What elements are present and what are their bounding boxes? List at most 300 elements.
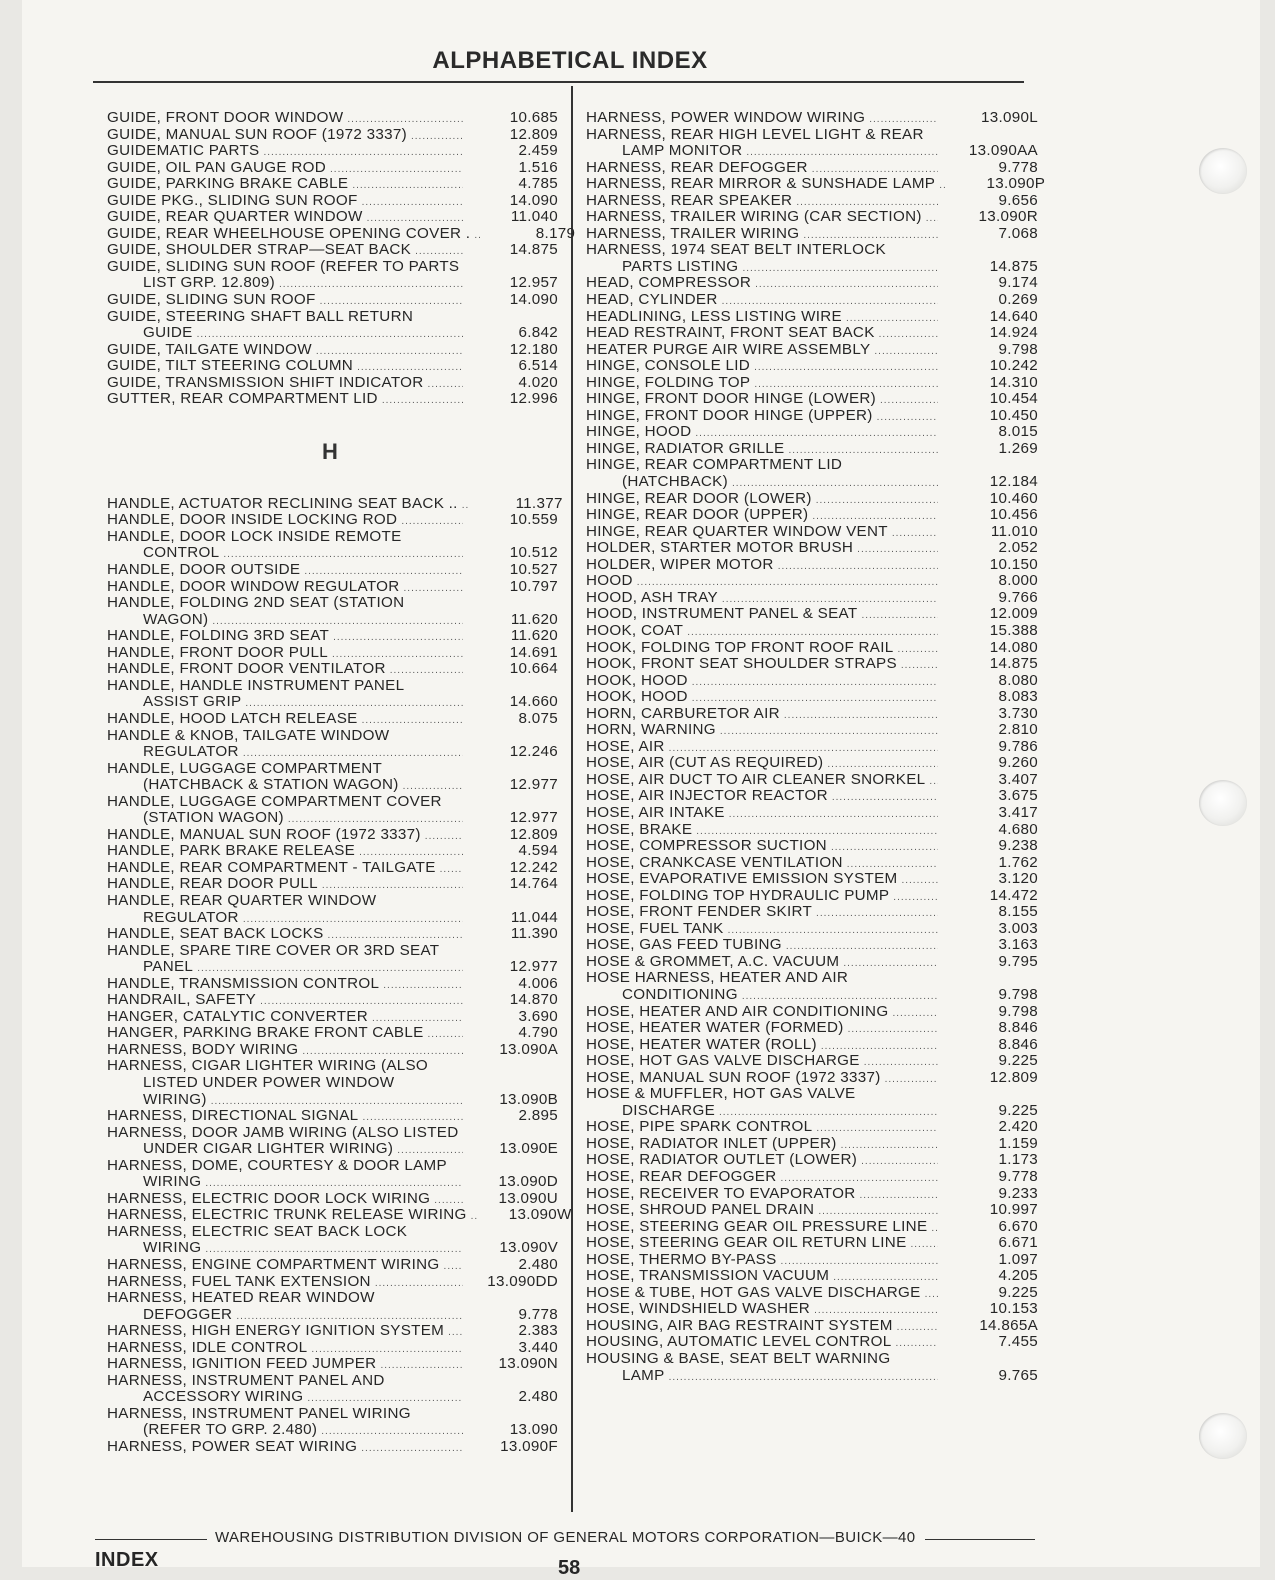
index-entry [586,1268,1038,1285]
group-number: 9.766 [998,588,1038,606]
group-number: 9.778 [998,158,1038,176]
group-number: 13.090R [978,208,1038,226]
entry-continuation-line [586,259,1038,276]
entry-line [107,628,558,645]
dot-leader [874,344,938,361]
index-entry [107,110,558,127]
entry-continuation-line [107,910,558,927]
entry-line [586,358,1038,375]
index-entry [586,673,1038,690]
entry-line [107,529,558,546]
entry-continuation-line [107,1307,558,1324]
group-number: 4.785 [518,175,558,193]
dot-leader [859,1188,938,1205]
index-entry [107,292,558,309]
index-entry [586,921,1038,938]
group-number: 14.875 [509,241,558,259]
entry-line [586,292,1038,309]
index-entry [107,242,558,259]
dot-leader [861,608,938,625]
entry-name: HANDLE, REAR DOOR PULL [107,875,318,893]
index-entry [586,937,1038,954]
entry-name: HANDLE, SPARE TIRE COVER OR 3RD SEAT [107,941,440,959]
entry-name: HANDLE, ACTUATOR RECLINING SEAT BACK .. [107,494,458,512]
entry-line [586,242,1038,259]
entry-continuation-line [107,1240,558,1257]
index-entry [586,1285,1038,1302]
group-number: 13.090N [498,1355,558,1373]
index-entry [107,143,558,160]
index-entry [586,557,1038,574]
entry-name: PARTS LISTING [622,257,739,275]
dot-leader [742,261,938,278]
index-entry [586,706,1038,723]
index-entry [586,755,1038,772]
index-entry [107,1158,558,1191]
entry-line [107,259,558,276]
punch-hole-bottom [1199,1413,1247,1459]
entry-line [107,943,558,960]
index-entry [586,127,1038,160]
group-number: 2.383 [518,1322,558,1340]
group-number: 11.620 [510,627,558,645]
dot-leader [428,377,463,394]
entry-name: LIST GRP. 12.809) [143,274,276,292]
index-entry [107,1125,558,1158]
entry-line [586,573,1038,590]
entry-line [107,843,558,860]
dot-leader [411,129,463,146]
group-number: 12.180 [509,340,558,358]
entry-name: HOSE, RADIATOR INLET (UPPER) [586,1134,837,1152]
index-entry [586,242,1038,275]
dot-leader [333,630,463,647]
entry-name: HARNESS, ELECTRIC TRUNK RELEASE WIRING [107,1206,467,1224]
group-number: 11.620 [510,610,558,628]
entry-name: HANDLE, DOOR LOCK INSIDE REMOTE [107,527,402,545]
entry-continuation-line [586,1368,1038,1385]
entry-line [107,1191,558,1208]
index-entry [586,226,1038,243]
group-number: 10.242 [989,357,1038,375]
entry-line [586,623,1038,640]
group-number: 11.040 [510,208,558,226]
entry-name: HOSE, STEERING GEAR OIL PRESSURE LINE [586,1217,928,1235]
entry-name: HORN, CARBURETOR AIR [586,704,780,722]
entry-line [107,761,558,778]
index-entry [586,457,1038,490]
group-number: 0.269 [998,291,1038,309]
index-entry [107,976,558,993]
entry-line [586,606,1038,623]
entry-line [107,711,558,728]
dot-leader [404,581,463,598]
entry-line [586,805,1038,822]
group-number: 10.150 [989,555,1038,573]
entry-name: HANDLE, HOOD LATCH RELEASE [107,709,358,727]
entry-line [107,209,558,226]
group-number: 9.260 [998,754,1038,772]
index-entry [586,573,1038,590]
entry-name: GUIDE, PARKING BRAKE CABLE [107,175,349,193]
entry-line [107,1108,558,1125]
group-number: 9.786 [998,737,1038,755]
group-number: 4.680 [998,820,1038,838]
entry-name: HARNESS, INSTRUMENT PANEL WIRING [107,1404,411,1422]
group-number: 6.514 [518,357,558,375]
entry-name: HOOK, HOOD [586,688,688,706]
group-number: 8.000 [998,572,1038,590]
index-entry [586,1020,1038,1037]
group-number: 8.179 [535,224,576,242]
entry-name: (STATION WAGON) [143,809,284,827]
entry-name: HOLDER, STARTER MOTOR BRUSH [586,539,854,557]
index-entry [586,739,1038,756]
group-number: 12.977 [509,809,558,827]
index-entry [586,1152,1038,1169]
entry-line [586,391,1038,408]
entry-line [107,1042,558,1059]
group-number: 12.977 [509,776,558,794]
entry-line [107,391,558,408]
entry-continuation-line [107,1075,558,1092]
dot-leader [892,1006,938,1023]
group-number: 14.875 [989,257,1038,275]
entry-name: LAMP MONITOR [622,142,743,160]
dot-leader [929,774,938,791]
index-entry [586,1004,1038,1021]
entry-line [586,193,1038,210]
entry-name: HARNESS, POWER WINDOW WIRING [586,109,866,126]
entry-line [586,1070,1038,1087]
dot-leader [444,1259,463,1276]
entry-name: LISTED UNDER POWER WINDOW [143,1073,395,1091]
index-entry [586,1351,1038,1384]
group-number: 4.006 [518,974,558,992]
index-entry [107,209,558,226]
entry-name: GUIDE, TAILGATE WINDOW [107,340,312,358]
entry-name: HOSE, AIR INJECTOR REACTOR [586,787,828,805]
entry-line [107,1058,558,1075]
entry-name: HANGER, PARKING BRAKE FRONT CABLE [107,1024,424,1042]
index-entry [107,860,558,877]
entry-line [586,408,1038,425]
entry-name: HOUSING & BASE, SEAT BELT WARNING [586,1350,891,1368]
group-number: 14.660 [509,693,558,711]
index-entry [586,805,1038,822]
entry-line [586,1301,1038,1318]
group-number: 11.044 [510,908,558,926]
entry-line [107,1257,558,1274]
entry-name: HANDRAIL, SAFETY [107,991,257,1009]
index-entry [107,1439,558,1456]
entry-name: CONTROL [143,544,220,562]
entry-name: HARNESS, REAR DEFOGGER [586,158,808,176]
group-number: 12.957 [509,274,558,292]
entry-name: GUIDE, REAR QUARTER WINDOW [107,208,363,226]
entry-name: HOSE, FUEL TANK [586,919,724,937]
entry-name: HOOD [586,572,633,590]
entry-line [586,1086,1038,1103]
group-number: 9.225 [998,1101,1038,1119]
index-entry [586,855,1038,872]
index-entry [107,1257,558,1274]
entry-line [586,1235,1038,1252]
entry-name: HOSE, RECEIVER TO EVAPORATOR [586,1184,856,1202]
entry-continuation-line [107,1092,558,1109]
index-entry [107,342,558,359]
index-entry [586,375,1038,392]
entry-line [586,1285,1038,1302]
group-number: 2.480 [518,1256,558,1273]
dot-leader [754,360,938,377]
entry-name: HANDLE, DOOR INSIDE LOCKING ROD [107,511,398,529]
entry-name: (HATCHBACK) [622,473,728,491]
entry-continuation-line [586,1103,1038,1120]
entry-name: HARNESS, BODY WIRING [107,1040,299,1058]
entry-continuation-line [107,1389,558,1406]
entry-name: HARNESS, REAR HIGH LEVEL LIGHT & REAR [586,125,924,143]
entry-name: WIRING [143,1239,202,1257]
dot-leader [755,277,938,294]
entry-name: HANDLE, REAR QUARTER WINDOW [107,891,377,909]
index-entry [107,943,558,976]
entry-name: CONDITIONING [622,985,738,1003]
dot-leader [848,1022,938,1039]
entry-name: HOOK, FRONT SEAT SHOULDER STRAPS [586,655,897,673]
index-entry [586,606,1038,623]
entry-name: HOUSING, AIR BAG RESTRAINT SYSTEM [586,1316,893,1334]
index-entry [107,728,558,761]
group-number: 14.310 [989,373,1038,391]
dot-leader [926,211,938,228]
entry-name: HOSE & GROMMET, A.C. VACUUM [586,952,840,970]
dot-leader [448,1325,463,1342]
index-entry [586,954,1038,971]
group-number: 8.846 [998,1019,1038,1037]
entry-continuation-line [107,325,558,342]
entry-name: HARNESS, 1974 SEAT BELT INTERLOCK [586,241,886,259]
entry-line [586,209,1038,226]
dot-leader [901,658,938,675]
group-number: 9.656 [998,191,1038,209]
section-heading: H [322,438,338,464]
group-number: 3.407 [998,770,1038,788]
group-number: 4.020 [518,373,558,391]
entry-name: HARNESS, ENGINE COMPARTMENT WIRING [107,1256,440,1273]
entry-name: HANDLE, LUGGAGE COMPARTMENT COVER [107,792,442,810]
entry-name: HANDLE, REAR COMPARTMENT - TAILGATE [107,858,436,876]
group-number: 12.184 [989,473,1038,491]
dot-leader [778,559,938,576]
index-entry [586,1136,1038,1153]
index-entry [586,590,1038,607]
group-number: 9.238 [998,837,1038,855]
group-number: 9.765 [998,1366,1038,1384]
index-entry [586,1252,1038,1269]
dot-leader [843,956,938,973]
entry-name: HINGE, REAR QUARTER WINDOW VENT [586,522,888,540]
entry-line [586,1334,1038,1351]
index-entry [107,628,558,645]
entry-line [107,1439,558,1456]
index-entry [107,309,558,342]
group-number: 10.454 [989,390,1038,408]
entry-line [107,827,558,844]
index-entry [586,441,1038,458]
group-number: 8.075 [518,709,558,727]
entry-line [586,1152,1038,1169]
page-number: 58 [558,1557,581,1579]
entry-name: HEAD RESTRAINT, FRONT SEAT BACK [586,324,875,342]
entry-name: DEFOGGER [143,1305,233,1323]
entry-name: ASSIST GRIP [143,693,242,711]
entry-line [586,1351,1038,1368]
index-entry [586,871,1038,888]
entry-continuation-line [107,1174,558,1191]
entry-line [107,110,558,127]
entry-name: HANDLE, DOOR OUTSIDE [107,561,301,579]
entry-line [586,441,1038,458]
entry-name: GUIDE, TRANSMISSION SHIFT INDICATOR [107,373,424,391]
footer-rule-right [925,1539,1035,1540]
index-entry [107,711,558,728]
entry-name: HOLDER, WIPER MOTOR [586,555,774,573]
group-number: 11.390 [510,925,558,943]
entry-name: HOSE, GAS FEED TUBING [586,936,782,954]
entry-line [107,375,558,392]
group-number: 8.080 [998,671,1038,689]
entry-line [107,127,558,144]
index-entry [586,193,1038,210]
entry-name: HOSE, HOT GAS VALVE DISCHARGE [586,1052,860,1070]
footer-section-label: INDEX [95,1549,159,1571]
group-number: 9.233 [998,1184,1038,1202]
index-entry [586,888,1038,905]
dot-leader [784,708,938,725]
dot-leader [816,906,938,923]
group-number: 12.977 [509,958,558,976]
entry-name: HANDLE, FOLDING 2ND SEAT (STATION [107,594,405,612]
entry-line [586,788,1038,805]
index-entry [107,1406,558,1439]
index-column-left [107,109,576,1456]
entry-line [107,494,563,513]
index-entry [107,494,563,513]
index-entry [107,661,558,678]
entry-line [586,590,1038,607]
entry-continuation-line [586,987,1038,1004]
dot-leader [352,178,463,195]
group-number: 1.173 [998,1151,1038,1169]
entry-line [586,375,1038,392]
entry-name: HANGER, CATALYTIC CONVERTER [107,1007,368,1025]
entry-name: HANDLE, HANDLE INSTRUMENT PANEL [107,676,405,694]
group-number: 4.205 [998,1267,1038,1285]
group-number: 9.778 [998,1168,1038,1185]
entry-line [107,595,558,612]
index-entry [107,1340,558,1357]
index-entry [107,843,558,860]
index-entry [107,1290,558,1323]
entry-name: HARNESS, INSTRUMENT PANEL AND [107,1371,385,1389]
group-number: 10.153 [989,1300,1038,1318]
index-entry [586,772,1038,789]
entry-line [107,794,558,811]
group-number: 2.480 [518,1388,558,1406]
entry-name: GUIDE, STEERING SHAFT BALL RETURN [107,307,414,325]
entry-name: HINGE, FRONT DOOR HINGE (UPPER) [586,406,873,424]
entry-line [586,1004,1038,1021]
entry-name: HANDLE & KNOB, TAILGATE WINDOW [107,726,390,744]
index-entry [586,540,1038,557]
entry-line [586,175,1046,193]
entry-line [586,1268,1038,1285]
index-entry [586,358,1038,375]
entry-name: HINGE, FOLDING TOP [586,373,751,391]
dot-leader [880,393,938,410]
group-number: 6.671 [998,1234,1038,1252]
entry-name: HARNESS, FUEL TANK EXTENSION [107,1272,371,1290]
group-number: 13.090E [499,1140,558,1158]
entry-line [107,1274,558,1291]
index-entry [107,562,558,579]
entry-name: HANDLE, TRANSMISSION CONTROL [107,974,380,992]
group-number: 9.798 [998,985,1038,1003]
entry-name: HARNESS, ELECTRIC SEAT BACK LOCK [107,1222,408,1240]
entry-line [107,143,558,160]
index-entry [107,1356,558,1373]
index-entry [107,761,558,794]
group-number: 2.052 [998,539,1038,557]
entry-line [586,689,1038,706]
index-entry [586,656,1038,673]
index-entry [107,160,558,177]
index-entry [107,127,558,144]
entry-continuation-line [107,744,558,761]
entry-line [107,1406,558,1423]
entry-name: REGULATOR [143,908,239,926]
group-number: 4.790 [518,1024,558,1042]
entry-name: GUIDE, REAR WHEELHOUSE OPENING COVER . [107,224,471,242]
index-entry [107,1224,558,1257]
index-column-right [586,109,1046,1384]
group-number: 1.762 [998,853,1038,871]
entry-name: HARNESS, DOOR JAMB WIRING (ALSO LISTED [107,1123,459,1141]
entry-line [586,1037,1038,1054]
entry-line [107,926,558,943]
entry-line [107,661,558,678]
entry-name: HOSE, STEERING GEAR OIL RETURN LINE [586,1234,907,1252]
index-entry [586,623,1038,640]
entry-name: HARNESS, IDLE CONTROL [107,1338,308,1356]
index-entry [586,309,1038,326]
dot-leader [879,327,938,344]
index-entry [586,1037,1038,1054]
index-entry [586,1169,1038,1186]
entry-name: GUIDE, OIL PAN GAUGE ROD [107,158,327,176]
entry-line [586,706,1038,723]
entry-line [586,871,1038,888]
entry-name: HORN, WARNING [586,721,716,739]
entry-name: GUIDE [143,324,193,342]
entry-name: HEAD, CYLINDER [586,291,718,309]
entry-line [586,855,1038,872]
entry-line [586,524,1038,541]
entry-name: HARNESS, HEATED REAR WINDOW [107,1289,375,1307]
entry-name: HINGE, HOOD [586,423,692,441]
entry-line [107,1323,558,1340]
